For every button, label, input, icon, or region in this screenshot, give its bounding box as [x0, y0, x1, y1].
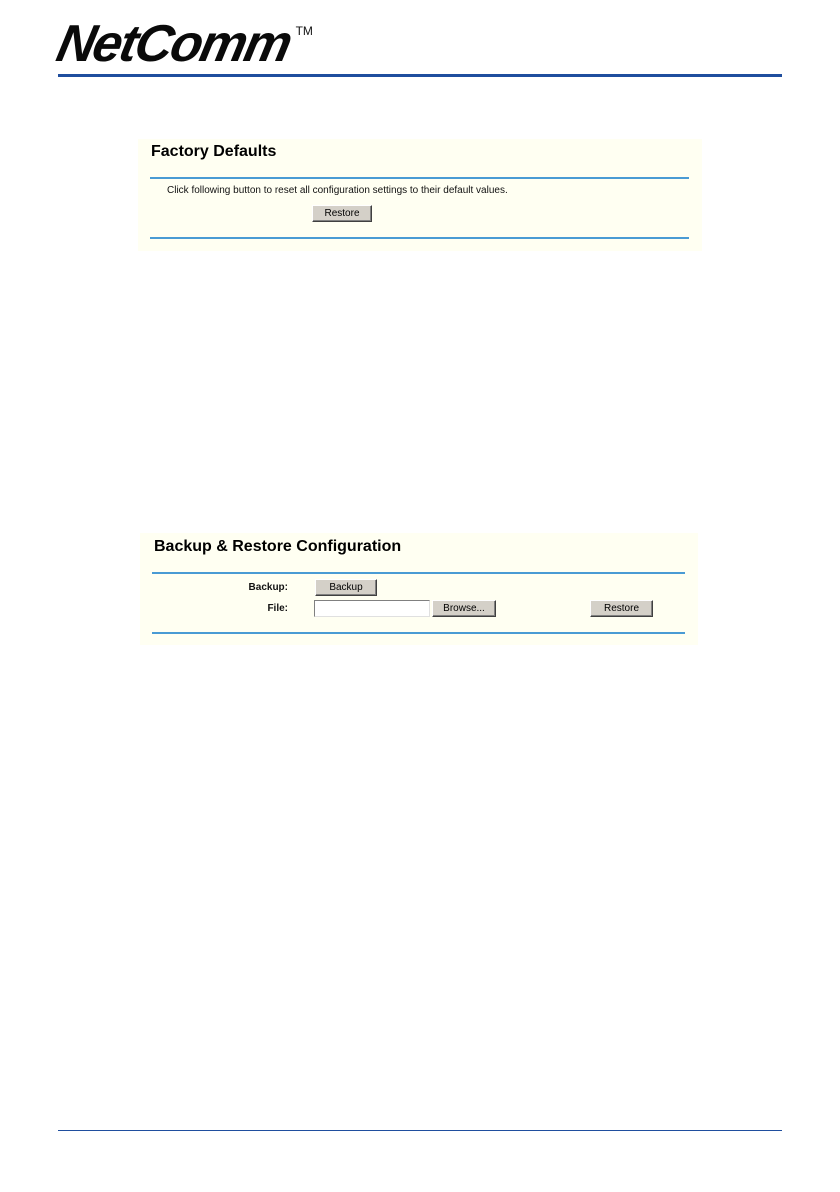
- file-label: File:: [267, 603, 288, 614]
- factory-defaults-title: Factory Defaults: [151, 143, 277, 160]
- factory-defaults-panel: [138, 139, 702, 251]
- netcomm-logo: [51, 15, 313, 74]
- backup-restore-top-rule: [152, 572, 685, 574]
- footer-divider: [58, 1130, 782, 1131]
- backup-label: Backup:: [248, 582, 288, 593]
- trademark-symbol: TM: [295, 24, 313, 38]
- factory-defaults-bottom-rule: [150, 237, 689, 239]
- backup-restore-panel: [140, 533, 698, 645]
- factory-restore-button[interactable]: Restore: [312, 205, 372, 222]
- backup-restore-title: Backup & Restore Configuration: [154, 538, 402, 555]
- config-restore-button[interactable]: Restore: [590, 600, 653, 617]
- factory-defaults-description: Click following button to reset all configuration settings to their default values.: [167, 185, 508, 196]
- logo-wordmark: NetComm: [51, 15, 296, 73]
- browse-button[interactable]: Browse...: [432, 600, 496, 617]
- config-file-input[interactable]: [314, 600, 430, 617]
- backup-restore-bottom-rule: [152, 632, 685, 634]
- header-divider: [58, 74, 782, 77]
- factory-defaults-top-rule: [150, 177, 689, 179]
- backup-button[interactable]: Backup: [315, 579, 377, 596]
